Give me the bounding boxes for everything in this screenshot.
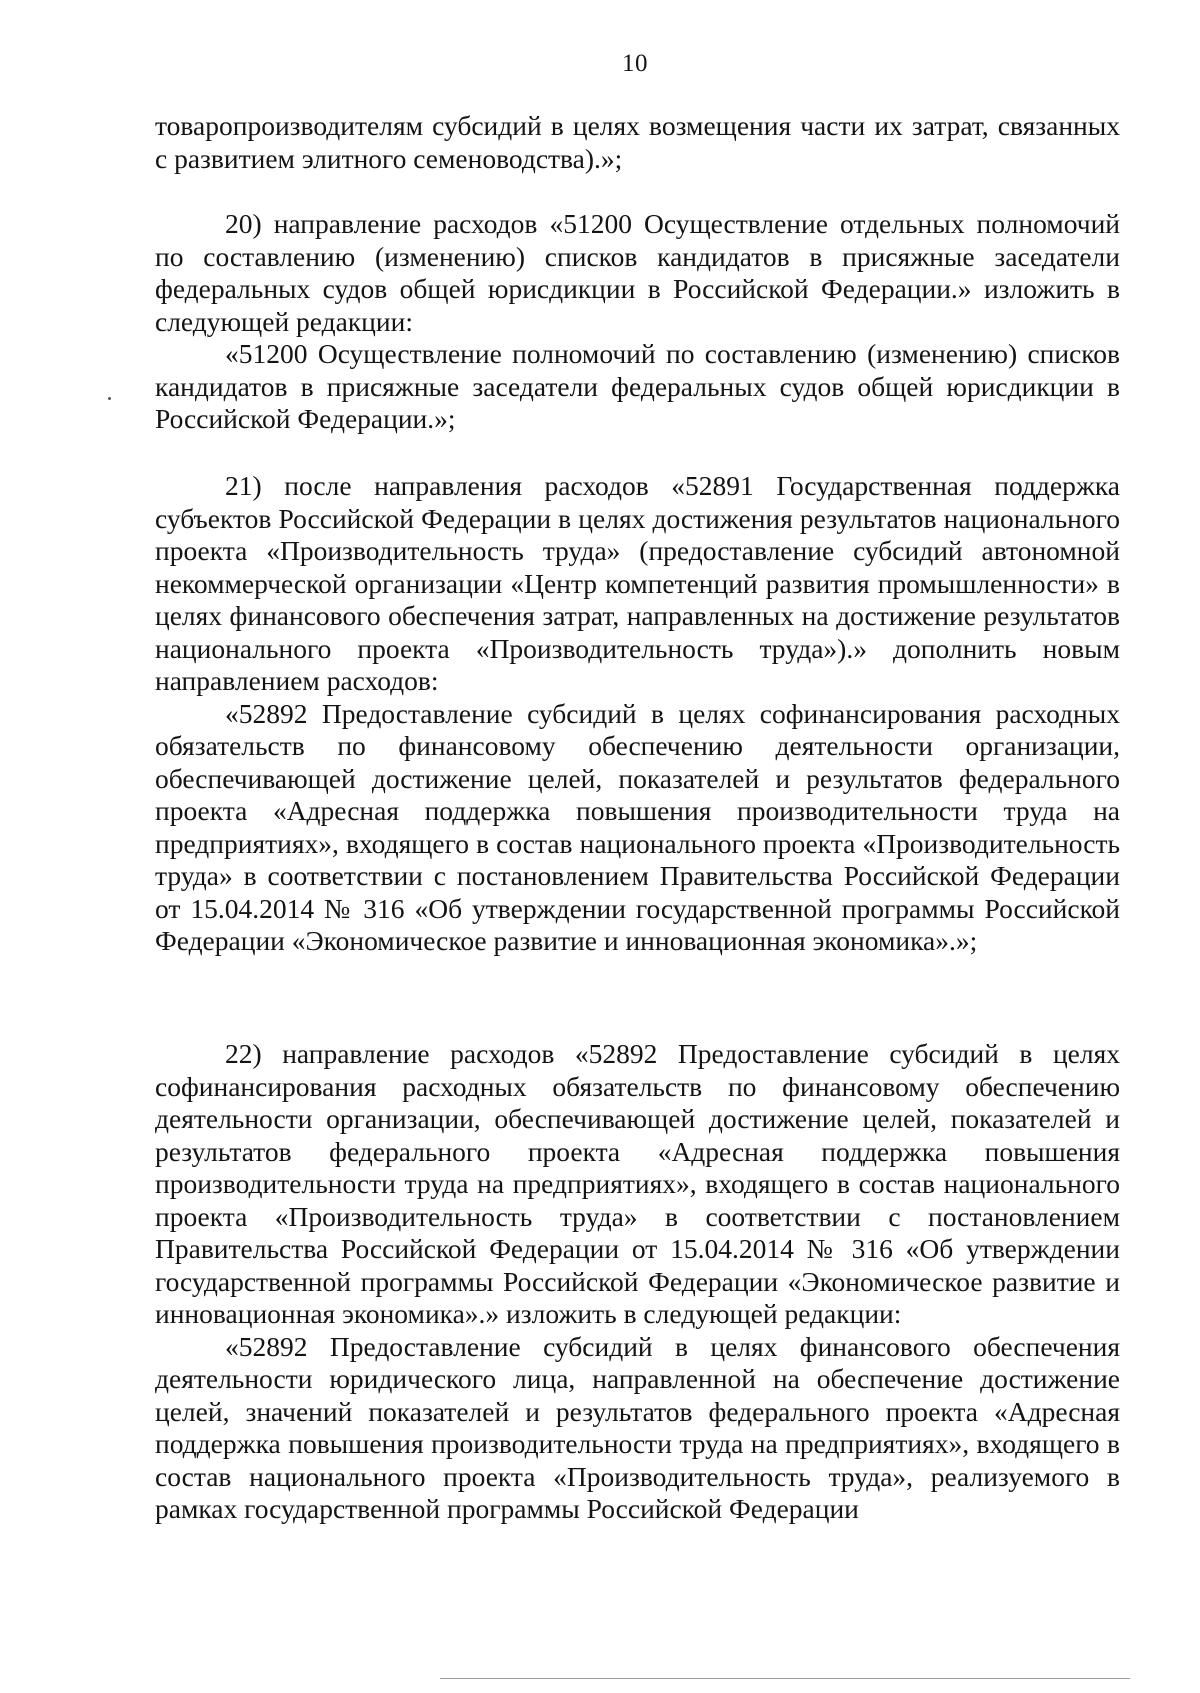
continuation-block <box>155 110 1120 175</box>
continuation-paragraph: товаропроизводителям субсидий в целях возмещения части их затрат, связанных с развитием элитного семеноводства).»; <box>155 110 1120 174</box>
item-22-paragraph: 22) направление расходов «52892 Предоставление субсидий в целях софинансирования расходных обязательств по финансовому обеспечению деятельности организации, обеспечивающей достижение целей, показателей и результатов федерального проекта «Адресная поддержка повышения производительности труда на предприятиях», входящего в состав национального проекта «Производительность труда» в соответствии с постановлением Правительства Российской Федерации от 15.04.2014 № 316 «Об утверждении государственной программы Российской Федерации «Экономическое развитие и инновационная экономика».» изложить в следующей редакции: <box>155 1038 1120 1329</box>
item-21-block <box>155 470 1120 958</box>
page-number: 10 <box>622 50 648 77</box>
item-20-new-wording: «51200 Осуществление полномочий по составлению (изменению) списков кандидатов в присяжные заседатели федеральных судов общей юрисдикции в Российской Федерации.»; <box>155 338 1120 434</box>
item-22-block <box>155 1038 1120 1526</box>
item-20-block <box>155 208 1120 436</box>
bottom-scan-line <box>440 1678 1130 1679</box>
item-21-new-direction: «52892 Предоставление субсидий в целях софинансирования расходных обязательств по финансовому обеспечению деятельности организации, обеспечивающей достижение целей, показателей и результатов федерального проекта «Адресная поддержка повышения производительности труда на предприятиях», входящего в состав национального проекта «Производительность труда» в соответствии с постановлением Правительства Российской Федерации от 15.04.2014 № 316 «Об утверждении государственной программы Российской Федерации «Экономическое развитие и инновационная экономика».»; <box>155 697 1120 956</box>
item-21-paragraph: 21) после направления расходов «52891 Государственная поддержка субъектов Российской Федерации в целях достижения результатов национального проекта «Производительность труда» (предоставление субсидий автономной некоммерческой организации «Центр компетенций развития промышленности» в целях финансового обеспечения затрат, направленных на достижение результатов национального проекта «Производительность труда»).» дополнить новым направлением расходов: <box>155 470 1120 696</box>
item-20-paragraph: 20) направление расходов «51200 Осуществление отдельных полномочий по составлению (изменению) списков кандидатов в присяжные заседатели федеральных судов общей юрисдикции в Российской Федерации.» изложить в следующей редакции: <box>155 208 1120 337</box>
item-22-new-wording: «52892 Предоставление субсидий в целях финансового обеспечения деятельности юридического лица, направленной на обеспечение достижение целей, значений показателей и результатов федерального проекта «Адресная поддержка повышения производительности труда на предприятиях», входящего в состав национального проекта «Производительность труда», реализуемого в рамках государственной программы Российской Федерации <box>155 1330 1120 1524</box>
margin-dot <box>108 397 111 400</box>
